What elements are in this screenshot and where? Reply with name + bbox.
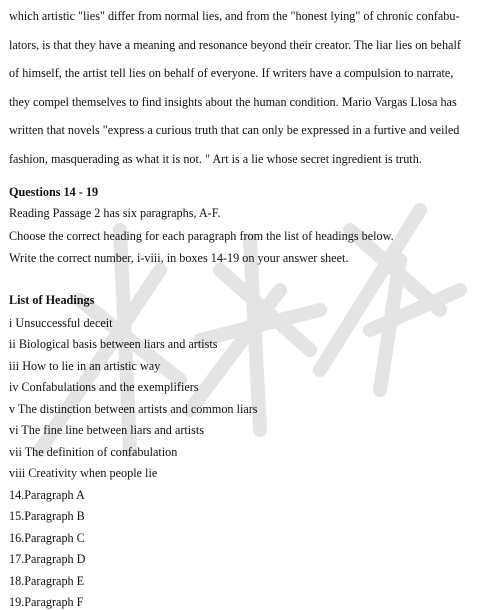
document-page (9, 0, 481, 609)
headings-title: List of Headings (9, 293, 95, 307)
passage-line: lators, is that they have a meaning and resonance beyond their creator. The liar lies on behalf (9, 37, 461, 52)
passage-line: fashion, masquerading as what it is not. " Art is a lie whose secret ingredient is truth. (9, 151, 422, 166)
heading-item: iv Confabulations and the exemplifiers (9, 380, 199, 394)
answer-item: 14.Paragraph A (9, 488, 85, 502)
passage-text (9, 0, 481, 171)
passage-line: of himself, the artist tell lies on behalf of everyone. If writers have a compulsion to narrate, (9, 66, 454, 80)
heading-item: v The distinction between artists and common liars (9, 402, 258, 416)
answer-item: 15.Paragraph B (9, 509, 85, 523)
passage-line: which artistic "lies" differ from normal lies, and from the "honest lying" of chronic confabu- (9, 9, 460, 23)
answer-item: 19.Paragraph F (9, 595, 84, 609)
answer-item: 17.Paragraph D (9, 552, 86, 566)
heading-item: viii Creativity when people lie (9, 466, 158, 480)
heading-item: i Unsuccessful deceit (9, 316, 113, 330)
heading-item: vi The fine line between liars and artists (9, 423, 205, 437)
passage-line: they compel themselves to find insights about the human condition. Mario Vargas Llosa has (9, 94, 457, 109)
instruction-line: Write the correct number, i-viii, in boxes 14-19 on your answer sheet. (9, 251, 349, 265)
heading-item: vii The definition of confabulation (9, 445, 178, 459)
instruction-line: Choose the correct heading for each paragraph from the list of headings below. (9, 229, 394, 243)
passage-line: written that novels "express a curious truth that can only be expressed in a furtive and veiled (9, 123, 460, 137)
heading-item: iii How to lie in an artistic way (9, 359, 161, 373)
instruction-line: Reading Passage 2 has six paragraphs, A-F. (9, 206, 221, 220)
questions-title: Questions 14 - 19 (9, 185, 99, 199)
heading-item: ii Biological basis between liars and artists (9, 337, 218, 351)
answer-item: 16.Paragraph C (9, 531, 85, 545)
answer-item: 18.Paragraph E (9, 574, 85, 588)
